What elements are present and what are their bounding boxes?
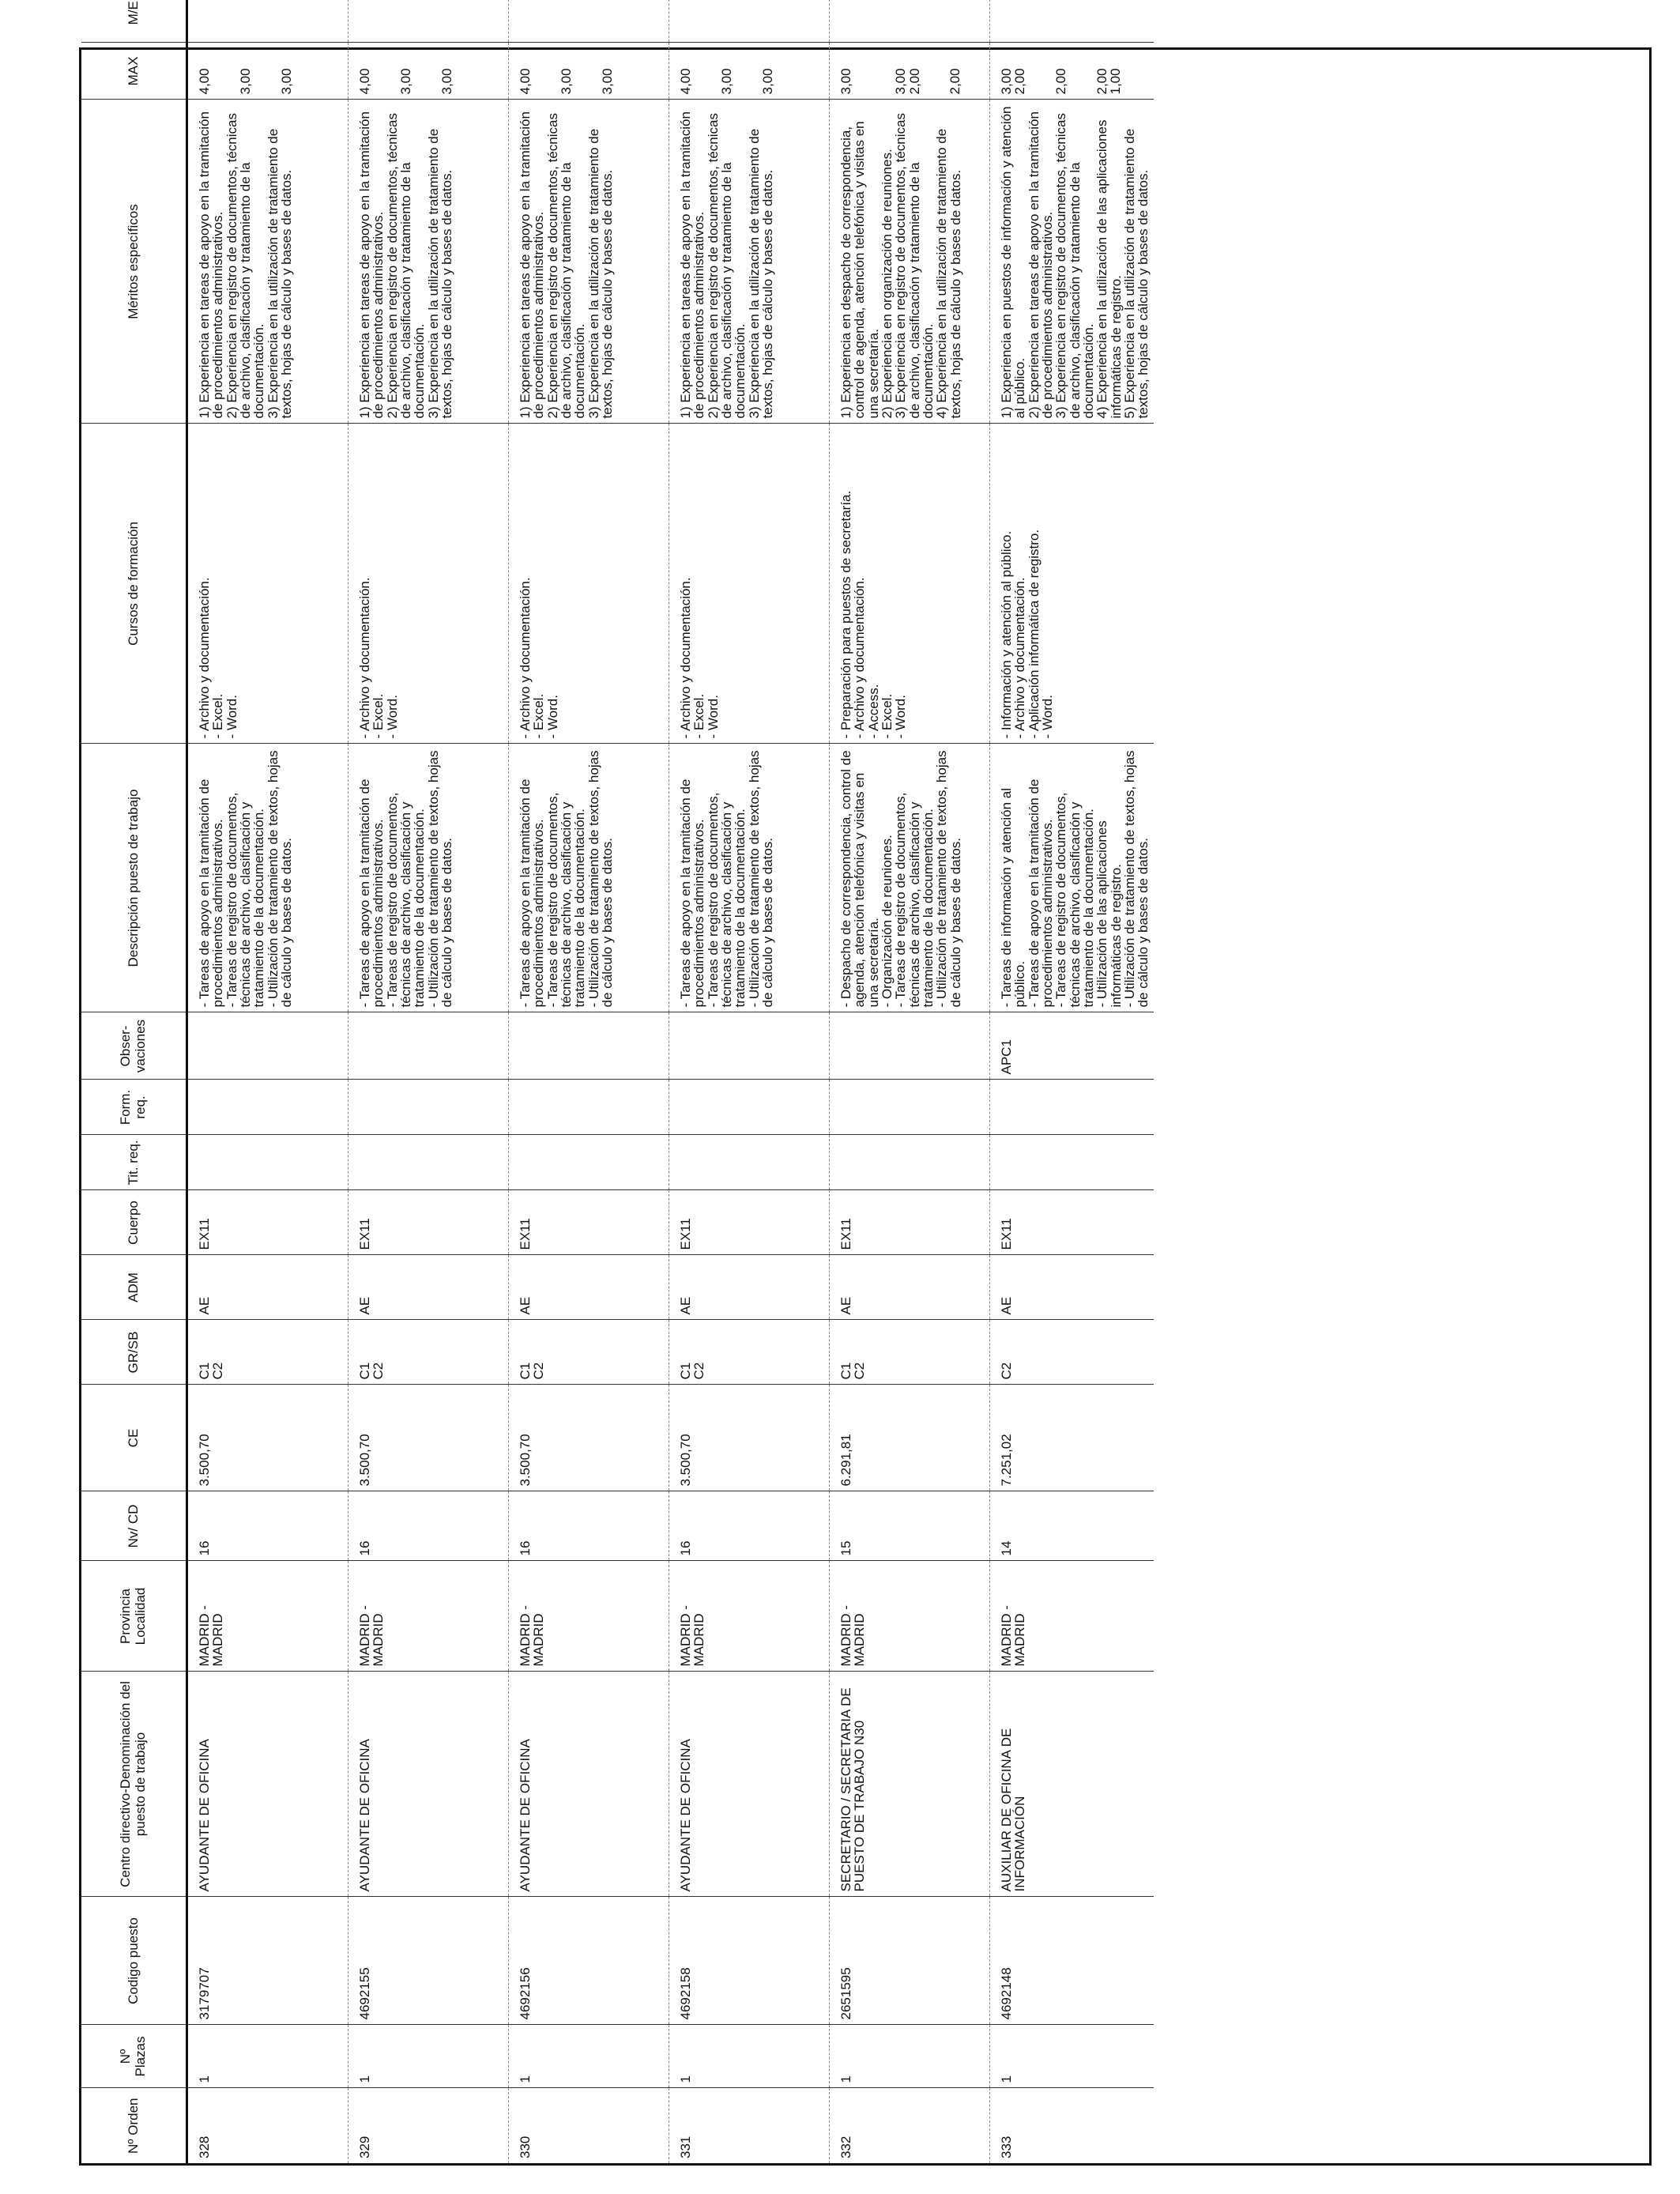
cell-orden: 333: [990, 2088, 1154, 2163]
cell-max: [830, 43, 990, 100]
cell-centro: AUXILIAR DE OFICINA DE INFORMACIÓN: [990, 1672, 1154, 1897]
cell-nivel: 16: [509, 1491, 669, 1561]
cell-me: [990, 0, 1154, 43]
cell-meritos: 1) Experiencia en tareas de apoyo en la tramitación de procedimientos administrativos. 2) Experiencia en registro de documentos, técnicas de archivo, clasificación y tratamiento de la documentación. 3) Experiencia en la utilización de tratamiento de textos, hojas de cálculo y bases de datos.: [348, 100, 509, 424]
cell-me: [830, 0, 990, 43]
table-row: [990, 0, 1154, 2163]
table-row: [187, 0, 348, 2163]
cell-plazas: 1: [187, 2025, 348, 2088]
header-form: Form. req.: [81, 1080, 187, 1135]
cell-grsb: C1 C2: [509, 1320, 669, 1385]
cell-grsb: C1 C2: [830, 1320, 990, 1385]
cell-tit: [669, 1135, 830, 1190]
max-score: 3,00: [718, 68, 734, 95]
cell-tit: [990, 1135, 1154, 1190]
cell-grsb: C2: [990, 1320, 1154, 1385]
cell-adm: AE: [187, 1255, 348, 1320]
cell-adm: AE: [990, 1255, 1154, 1320]
header-grsb: GR/SB: [81, 1320, 187, 1385]
cell-max: [187, 43, 348, 100]
header-cursos: Cursos de formación: [81, 424, 187, 744]
max-score: 4,00: [678, 68, 693, 95]
cell-me: [348, 0, 509, 43]
max-score: 2,00: [1053, 68, 1069, 95]
cell-me: [187, 0, 348, 43]
header-provincia: Provincia Localidad: [81, 1561, 187, 1672]
cell-ce: 3.500,70: [509, 1385, 669, 1491]
cell-plazas: 1: [509, 2025, 669, 2088]
cell-provincia: MADRID - MADRID: [348, 1561, 509, 1672]
cell-codigo: 4692148: [990, 1897, 1154, 2025]
cell-orden: 331: [669, 2088, 830, 2163]
max-score: 3,00: [599, 68, 615, 95]
cell-form: [669, 1080, 830, 1135]
cell-orden: 332: [830, 2088, 990, 2163]
cell-plazas: 1: [669, 2025, 830, 2088]
cell-max: [509, 43, 669, 100]
cell-orden: 328: [197, 2136, 212, 2158]
cell-descripcion: - Tareas de apoyo en la tramitación de procedimientos administrativos. - Tareas de registro de documentos, técnicas de archivo, clasificación y tratamiento de la documentación. - Utilización de tratamiento de textos, hojas de cálculo y bases de datos.: [509, 744, 669, 1012]
max-score: 3,00: [558, 68, 574, 95]
cell-cuerpo: EX11: [830, 1190, 990, 1255]
header-ce: CE: [81, 1385, 187, 1491]
header-tit: Tit. req.: [81, 1135, 187, 1190]
cell-codigo: 4692158: [669, 1897, 830, 2025]
header-cuerpo: Cuerpo: [81, 1190, 187, 1255]
cell-cursos: - Archivo y documentación. - Excel. - Word.: [669, 424, 830, 744]
cell-grsb: C1 C2: [187, 1320, 348, 1385]
positions-table-frame: [79, 1, 1652, 2166]
cell-obs: [669, 1012, 830, 1080]
max-score: 3,00: [759, 68, 775, 95]
cell-cursos: - Archivo y documentación. - Excel. - Word.: [348, 424, 509, 744]
cell-cuerpo: EX11: [348, 1190, 509, 1255]
max-score: 2,00: [1012, 68, 1028, 95]
cell-ce: 6.291,81: [830, 1385, 990, 1491]
cell-ce: 3.500,70: [669, 1385, 830, 1491]
cell-orden: 330: [509, 2088, 669, 2163]
cell-me: [509, 0, 669, 43]
header-me: M/E: [81, 0, 187, 43]
header-plazas: Nº Plazas: [81, 2025, 187, 2088]
table-row: [509, 0, 669, 2163]
cell-ce: 3.500,70: [348, 1385, 509, 1491]
cell-meritos: 1) Experiencia en tareas de apoyo en la tramitación de procedimientos administrativos. 2) Experiencia en registro de documentos, técnicas de archivo, clasificación y tratamiento de la documentación. 3) Experiencia en la utilización de tratamiento de textos, hojas de cálculo y bases de datos.: [187, 100, 348, 424]
cell-descripcion: - Tareas de apoyo en la tramitación de procedimientos administrativos. - Tareas de registro de documentos, técnicas de archivo, clasificación y tratamiento de la documentación. - Utilización de tratamiento de textos, hojas de cálculo y bases de datos.: [669, 744, 830, 1012]
table-row: [348, 0, 509, 2163]
cell-meritos: 1) Experiencia en tareas de apoyo en la tramitación de procedimientos administrativos. 2) Experiencia en registro de documentos, técnicas de archivo, clasificación y tratamiento de la documentación. 3) Experiencia en la utilización de tratamiento de textos, hojas de cálculo y bases de datos.: [669, 100, 830, 424]
cell-cursos: - Preparación para puestos de secretaría. - Archivo y documentación. - Access. - Excel. - Word.: [830, 424, 990, 744]
table-row: [830, 0, 990, 2163]
cell-form: [830, 1080, 990, 1135]
cell-centro: SECRETARIO / SECRETARIA DE PUESTO DE TRABAJO N30: [830, 1672, 990, 1897]
cell-cursos: - Información y atención al público. - Archivo y documentación. - Aplicación informática de registro. - Word.: [990, 424, 1154, 744]
cell-obs: [348, 1012, 509, 1080]
cell-descripcion: - Tareas de información y atención al público. - Tareas de apoyo en la tramitación de procedimientos administrativos. - Tareas de registro de documentos, técnicas de archivo, clasificación y tratamiento de la documentación. - Utilización de las aplicaciones informáticas de registro. - Utilización de tratamiento de textos, hojas de cálculo y bases de datos.: [990, 744, 1154, 1012]
table-row: [669, 0, 830, 2163]
cell-centro: AYUDANTE DE OFICINA: [187, 1672, 348, 1897]
cell-provincia: MADRID - MADRID: [669, 1561, 830, 1672]
cell-provincia: MADRID - MADRID: [509, 1561, 669, 1672]
cell-plazas: 1: [348, 2025, 509, 2088]
header-descripcion: Descripción puesto de trabajo: [81, 744, 187, 1012]
max-score: 3,00: [397, 68, 413, 95]
cell-cuerpo: EX11: [669, 1190, 830, 1255]
cell-adm: AE: [669, 1255, 830, 1320]
cell-codigo: 4692156: [509, 1897, 669, 2025]
cell-cursos: - Archivo y documentación. - Excel. - Word.: [509, 424, 669, 744]
cell-nivel: 16: [669, 1491, 830, 1561]
cell-nivel: 16: [348, 1491, 509, 1561]
cell-codigo: 2651595: [830, 1897, 990, 2025]
header-obs: Obser-vaciones: [81, 1012, 187, 1080]
header-row: [81, 0, 187, 2163]
max-score: 3,00: [439, 68, 454, 95]
positions-table: [81, 0, 1154, 2163]
cell-codigo: 3179707: [187, 1897, 348, 2025]
cell-ce: 7.251,02: [990, 1385, 1154, 1491]
max-score: 2,00: [947, 68, 963, 95]
max-score: 2,00: [906, 68, 922, 95]
cell-form: [187, 1080, 348, 1135]
max-score: 4,00: [197, 68, 212, 95]
header-max: MAX: [81, 43, 187, 100]
max-score: 3,00: [893, 68, 909, 95]
header-orden: Nº Orden: [81, 2088, 187, 2163]
cell-cuerpo: EX11: [990, 1190, 1154, 1255]
cell-grsb: C1 C2: [669, 1320, 830, 1385]
cell-nivel: 16: [187, 1491, 348, 1561]
cell-cursos: - Archivo y documentación. - Excel. - Word.: [187, 424, 348, 744]
cell-plazas: 1: [990, 2025, 1154, 2088]
cell-tit: [348, 1135, 509, 1190]
cell-cuerpo: EX11: [509, 1190, 669, 1255]
cell-obs: [187, 1012, 348, 1080]
cell-plazas: 1: [830, 2025, 990, 2088]
cell-max: [348, 43, 509, 100]
cell-obs: APC1: [990, 1012, 1154, 1080]
cell-provincia: MADRID - MADRID: [830, 1561, 990, 1672]
cell-form: [990, 1080, 1154, 1135]
max-score: 1,00: [1108, 68, 1124, 95]
max-score: 3,00: [999, 68, 1014, 95]
cell-adm: AE: [830, 1255, 990, 1320]
cell-adm: AE: [348, 1255, 509, 1320]
header-centro: Centro directivo-Denominación del puesto de trabajo: [81, 1672, 187, 1897]
cell-centro: AYUDANTE DE OFICINA: [509, 1672, 669, 1897]
cell-centro: AYUDANTE DE OFICINA: [348, 1672, 509, 1897]
cell-descripcion: - Tareas de apoyo en la tramitación de procedimientos administrativos. - Tareas de registro de documentos, técnicas de archivo, clasificación y tratamiento de la documentación. - Utilización de tratamiento de textos, hojas de cálculo y bases de datos.: [348, 744, 509, 1012]
cell-obs: [830, 1012, 990, 1080]
header-meritos: Méritos específicos: [81, 100, 187, 424]
max-score: 4,00: [518, 68, 533, 95]
cell-max: [669, 43, 830, 100]
max-score: 3,00: [278, 68, 294, 95]
header-adm: ADM: [81, 1255, 187, 1320]
max-score: 3,00: [838, 68, 853, 95]
cell-tit: [830, 1135, 990, 1190]
cell-tit: [187, 1135, 348, 1190]
cell-nivel: 15: [830, 1491, 990, 1561]
cell-meritos: 1) Experiencia en tareas de apoyo en la tramitación de procedimientos administrativos. 2) Experiencia en registro de documentos, técnicas de archivo, clasificación y tratamiento de la documentación. 3) Experiencia en la utilización de tratamiento de textos, hojas de cálculo y bases de datos.: [509, 100, 669, 424]
cell-ce: 3.500,70: [187, 1385, 348, 1491]
cell-adm: AE: [509, 1255, 669, 1320]
cell-meritos: 1) Experiencia en puestos de información y atención al público. 2) Experiencia en tareas de apoyo en la tramitación de procedimientos administrativos. 3) Experiencia en registro de documentos, técnicas de archivo, clasificación y tratamiento de la documentación. 4) Experiencia en la utilización de las aplicaciones informáticas de registro. 5) Experiencia en la utilización de tratamiento de textos, hojas de cálculo y bases de datos.: [990, 100, 1154, 424]
cell-obs: [509, 1012, 669, 1080]
cell-descripcion: - Despacho de correspondencia, control de agenda, atención telefónica y visitas en una secretaría. - Organización de reuniones. - Tareas de registro de documentos, técnicas de archivo, clasificación y tratamiento de la documentación. - Utilización de tratamiento de textos, hojas de cálculo y bases de datos.: [830, 744, 990, 1012]
cell-nivel: 14: [990, 1491, 1154, 1561]
cell-grsb: C1 C2: [348, 1320, 509, 1385]
cell-descripcion: - Tareas de apoyo en la tramitación de procedimientos administrativos. - Tareas de registro de documentos, técnicas de archivo, clasificación y tratamiento de la documentación. - Utilización de tratamiento de textos, hojas de cálculo y bases de datos.: [187, 744, 348, 1012]
max-score: 3,00: [237, 68, 253, 95]
cell-form: [509, 1080, 669, 1135]
max-score: 2,00: [1094, 68, 1110, 95]
cell-max: [990, 43, 1154, 100]
cell-meritos: 1) Experiencia en despacho de correspondencia, control de agenda, atención telefónica y visitas en una secretaría. 2) Experiencia en organización de reuniones. 3) Experiencia en registro de documentos, técnicas de archivo, clasificación y tratamiento de la documentación. 4) Experiencia en la utilización de tratamiento de textos, hojas de cálculo y bases de datos.: [830, 100, 990, 424]
cell-cuerpo: EX11: [187, 1190, 348, 1255]
max-score: 4,00: [357, 68, 372, 95]
cell-form: [348, 1080, 509, 1135]
cell-orden: 329: [348, 2088, 509, 2163]
cell-tit: [509, 1135, 669, 1190]
header-codigo: Codigo puesto: [81, 1897, 187, 2025]
cell-provincia: MADRID - MADRID: [990, 1561, 1154, 1672]
header-nivel: Nv/ CD: [81, 1491, 187, 1561]
cell-me: [669, 0, 830, 43]
cell-provincia: MADRID - MADRID: [187, 1561, 348, 1672]
cell-centro: AYUDANTE DE OFICINA: [669, 1672, 830, 1897]
cell-codigo: 4692155: [348, 1897, 509, 2025]
